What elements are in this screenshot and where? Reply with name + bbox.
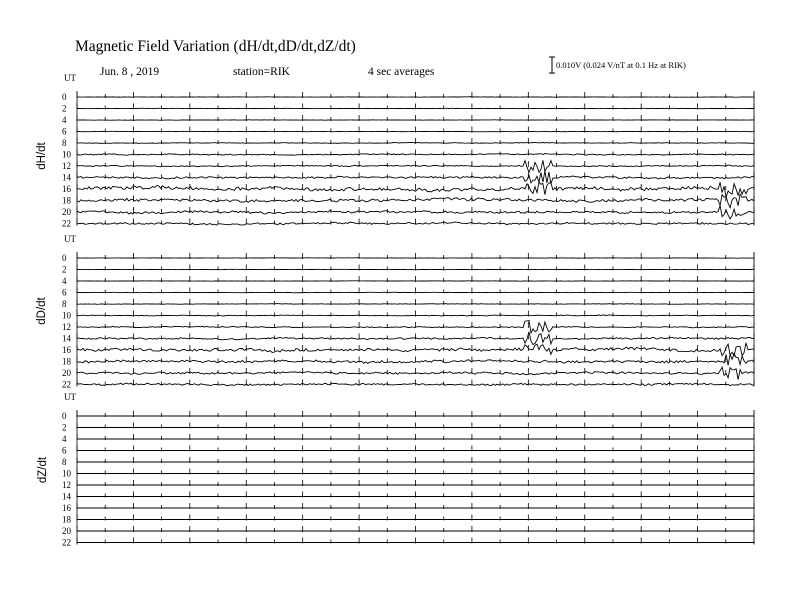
- hour-tick-label: 16: [62, 345, 71, 355]
- hour-tick-label: 10: [62, 149, 71, 160]
- trace-line-0: [77, 258, 754, 259]
- hour-tick-label: 2: [62, 103, 67, 114]
- ylabel-dz: dZ/dt: [37, 456, 50, 484]
- chart-title: Magnetic Field Variation (dH/dt,dD/dt,dZ/dt): [75, 38, 356, 55]
- hour-tick-label: 8: [62, 138, 67, 148]
- ylabel-dh: dH/dt: [35, 142, 48, 170]
- hour-tick-label: 20: [62, 207, 71, 217]
- scale-label: 0.010V (0.024 V/nT at 0.1 Hz at RIK): [556, 60, 686, 70]
- hour-tick-label: 18: [62, 514, 71, 525]
- hour-tick-label: 16: [62, 184, 71, 194]
- hour-tick-label: 20: [62, 526, 71, 536]
- trace-line-16: [77, 343, 754, 356]
- hour-tick-label: 18: [62, 195, 71, 206]
- panel-dH-dt: [62, 91, 754, 229]
- hour-tick-label: 0: [62, 411, 67, 421]
- panel-dD-dt: [62, 252, 754, 390]
- hour-tick-label: 12: [62, 161, 71, 171]
- hour-tick-label: 20: [62, 368, 71, 378]
- hour-tick-label: 0: [62, 253, 67, 263]
- hour-tick-label: 14: [62, 491, 71, 502]
- hour-tick-label: 22: [62, 218, 71, 229]
- hour-tick-label: 8: [62, 299, 67, 309]
- hour-tick-label: 4: [62, 115, 67, 125]
- ut-label-d: UT: [64, 234, 76, 244]
- ut-label-h: UT: [64, 73, 76, 83]
- hour-tick-label: 8: [62, 457, 67, 467]
- trace-line-0: [77, 97, 754, 98]
- hour-tick-label: 12: [62, 480, 71, 490]
- hour-tick-label: 18: [62, 356, 71, 367]
- hour-tick-label: 2: [62, 422, 67, 433]
- panel-dZ-dt: [62, 410, 754, 548]
- hour-tick-label: 6: [62, 126, 67, 137]
- hour-tick-label: 2: [62, 264, 67, 275]
- hour-tick-label: 0: [62, 92, 67, 102]
- ylabel-dd: dD/dt: [35, 297, 48, 325]
- hour-tick-label: 6: [62, 287, 67, 298]
- trace-line-6: [77, 292, 754, 293]
- hour-tick-label: 22: [62, 537, 71, 548]
- hour-tick-label: 4: [62, 434, 67, 444]
- hour-tick-label: 22: [62, 379, 71, 390]
- date-label: Jun. 8 , 2019: [100, 66, 160, 78]
- ut-label-z: UT: [64, 392, 76, 402]
- station-label: station=RIK: [233, 66, 290, 78]
- hour-tick-label: 12: [62, 322, 71, 332]
- trace-line-2: [77, 108, 754, 109]
- hour-tick-label: 14: [62, 333, 71, 344]
- averaging-label: 4 sec averages: [368, 66, 435, 78]
- hour-tick-label: 10: [62, 310, 71, 321]
- hour-tick-label: 16: [62, 503, 71, 513]
- hour-tick-label: 10: [62, 468, 71, 479]
- trace-line-6: [77, 131, 754, 132]
- hour-tick-label: 14: [62, 172, 71, 183]
- hour-tick-label: 4: [62, 276, 67, 286]
- hour-tick-label: 6: [62, 445, 67, 456]
- trace-line-8: [77, 304, 754, 305]
